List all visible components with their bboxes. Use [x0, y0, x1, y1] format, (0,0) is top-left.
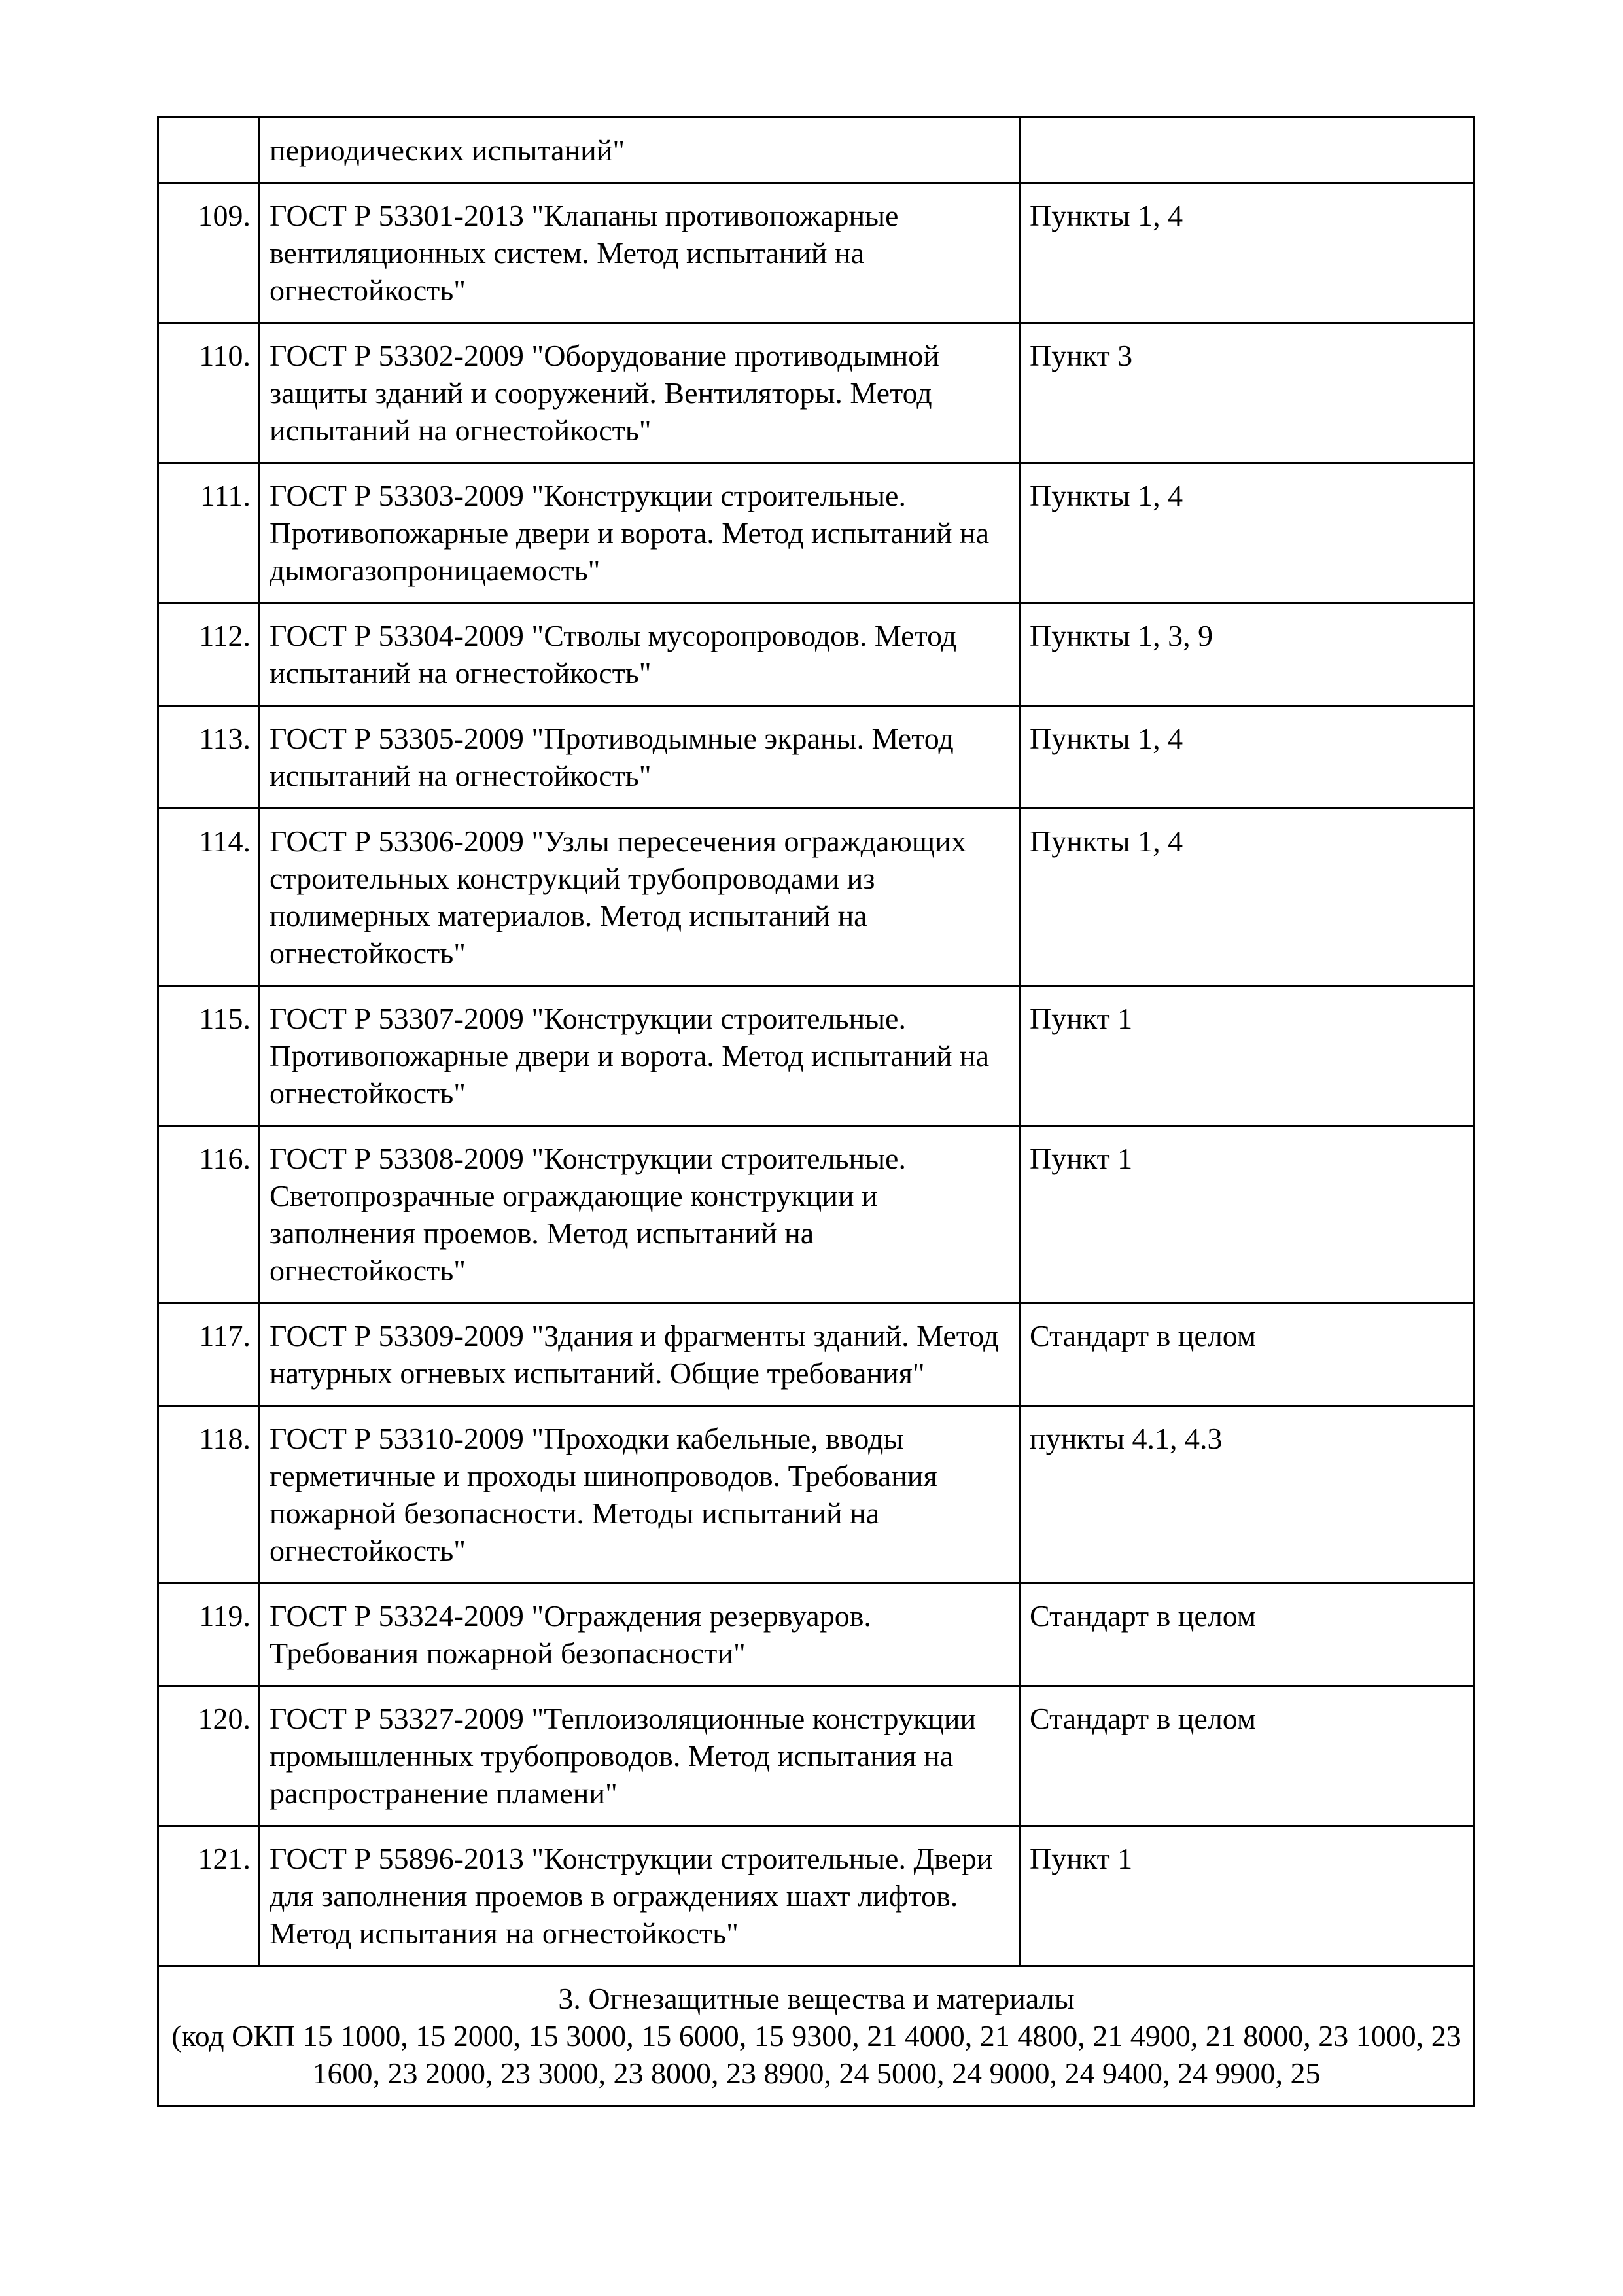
- section-codes: (код ОКП 15 1000, 15 2000, 15 3000, 15 6000, 15 9300, 21 4000, 21 4800, 21 4900, 21 8000, 23 1000, 23 1600, 23 2000, 23 3000, 23 8000, 23 8900, 24 5000, 24 9000, 24 9400, 24 9900, 25: [171, 2019, 1461, 2090]
- applicable-clauses: Пункт 1: [1020, 1826, 1474, 1966]
- applicable-clauses: Пункты 1, 4: [1020, 183, 1474, 323]
- continuation-row: [158, 118, 1474, 183]
- table-row: [158, 463, 1474, 603]
- row-number: 110.: [158, 323, 260, 463]
- row-number: [158, 118, 260, 183]
- table-row: [158, 986, 1474, 1126]
- section-title: 3. Огнезащитные вещества и материалы: [558, 1982, 1075, 2015]
- applicable-clauses: Пункт 3: [1020, 323, 1474, 463]
- table-row: [158, 1303, 1474, 1406]
- document-title: периодических испытаний": [260, 118, 1020, 183]
- row-number: 115.: [158, 986, 260, 1126]
- row-number: 117.: [158, 1303, 260, 1406]
- applicable-clauses: Стандарт в целом: [1020, 1303, 1474, 1406]
- applicable-clauses: Пункт 1: [1020, 1126, 1474, 1303]
- standards-table: [157, 116, 1475, 2107]
- document-title: ГОСТ Р 53301-2013 "Клапаны противопожарные вентиляционных систем. Метод испытаний на огнестойкость": [260, 183, 1020, 323]
- table-row: [158, 603, 1474, 706]
- row-number: 121.: [158, 1826, 260, 1966]
- document-title: ГОСТ Р 53307-2009 "Конструкции строительные. Противопожарные двери и ворота. Метод испытаний на огнестойкость": [260, 986, 1020, 1126]
- row-number: 111.: [158, 463, 260, 603]
- applicable-clauses: Пункты 1, 4: [1020, 706, 1474, 809]
- document-title: ГОСТ Р 53310-2009 "Проходки кабельные, вводы герметичные и проходы шинопроводов. Требования пожарной безопасности. Методы испытаний на огнестойкость": [260, 1406, 1020, 1583]
- table-row: [158, 1126, 1474, 1303]
- document-title: ГОСТ Р 53309-2009 "Здания и фрагменты зданий. Метод натурных огневых испытаний. Общие требования": [260, 1303, 1020, 1406]
- applicable-clauses: Пункты 1, 4: [1020, 463, 1474, 603]
- document-title: ГОСТ Р 53327-2009 "Теплоизоляционные конструкции промышленных трубопроводов. Метод испытания на распространение пламени": [260, 1686, 1020, 1826]
- table-row: [158, 1583, 1474, 1686]
- document-title: ГОСТ Р 53304-2009 "Стволы мусоропроводов. Метод испытаний на огнестойкость": [260, 603, 1020, 706]
- row-number: 114.: [158, 809, 260, 986]
- applicable-clauses: Пункты 1, 3, 9: [1020, 603, 1474, 706]
- applicable-clauses: Пункт 1: [1020, 986, 1474, 1126]
- row-number: 119.: [158, 1583, 260, 1686]
- table-row: [158, 809, 1474, 986]
- document-title: ГОСТ Р 53324-2009 "Ограждения резервуаров. Требования пожарной безопасности": [260, 1583, 1020, 1686]
- table-row: [158, 183, 1474, 323]
- document-title: ГОСТ Р 53303-2009 "Конструкции строительные. Противопожарные двери и ворота. Метод испытаний на дымогазопроницаемость": [260, 463, 1020, 603]
- row-number: 120.: [158, 1686, 260, 1826]
- row-number: 109.: [158, 183, 260, 323]
- row-number: 113.: [158, 706, 260, 809]
- table-row: [158, 1406, 1474, 1583]
- document-title: ГОСТ Р 53306-2009 "Узлы пересечения ограждающих строительных конструкций трубопроводами из полимерных материалов. Метод испытаний на огнестойкость": [260, 809, 1020, 986]
- row-number: 112.: [158, 603, 260, 706]
- document-title: ГОСТ Р 53302-2009 "Оборудование противодымной защиты зданий и сооружений. Вентиляторы. Метод испытаний на огнестойкость": [260, 323, 1020, 463]
- table-row: [158, 1686, 1474, 1826]
- document-title: ГОСТ Р 53308-2009 "Конструкции строительные. Светопрозрачные ограждающие конструкции и заполнения проемов. Метод испытаний на огнестойкость": [260, 1126, 1020, 1303]
- document-title: ГОСТ Р 55896-2013 "Конструкции строительные. Двери для заполнения проемов в ограждениях шахт лифтов. Метод испытания на огнестойкость": [260, 1826, 1020, 1966]
- section-header: [158, 1966, 1474, 2106]
- applicable-clauses: пункты 4.1, 4.3: [1020, 1406, 1474, 1583]
- row-number: 118.: [158, 1406, 260, 1583]
- applicable-clauses: [1020, 118, 1474, 183]
- applicable-clauses: Стандарт в целом: [1020, 1583, 1474, 1686]
- document-title: ГОСТ Р 53305-2009 "Противодымные экраны. Метод испытаний на огнестойкость": [260, 706, 1020, 809]
- applicable-clauses: Стандарт в целом: [1020, 1686, 1474, 1826]
- applicable-clauses: Пункты 1, 4: [1020, 809, 1474, 986]
- section-header-row: [158, 1966, 1474, 2106]
- row-number: 116.: [158, 1126, 260, 1303]
- table-row: [158, 323, 1474, 463]
- table-row: [158, 1826, 1474, 1966]
- standards-table-body: [158, 118, 1474, 2106]
- table-row: [158, 706, 1474, 809]
